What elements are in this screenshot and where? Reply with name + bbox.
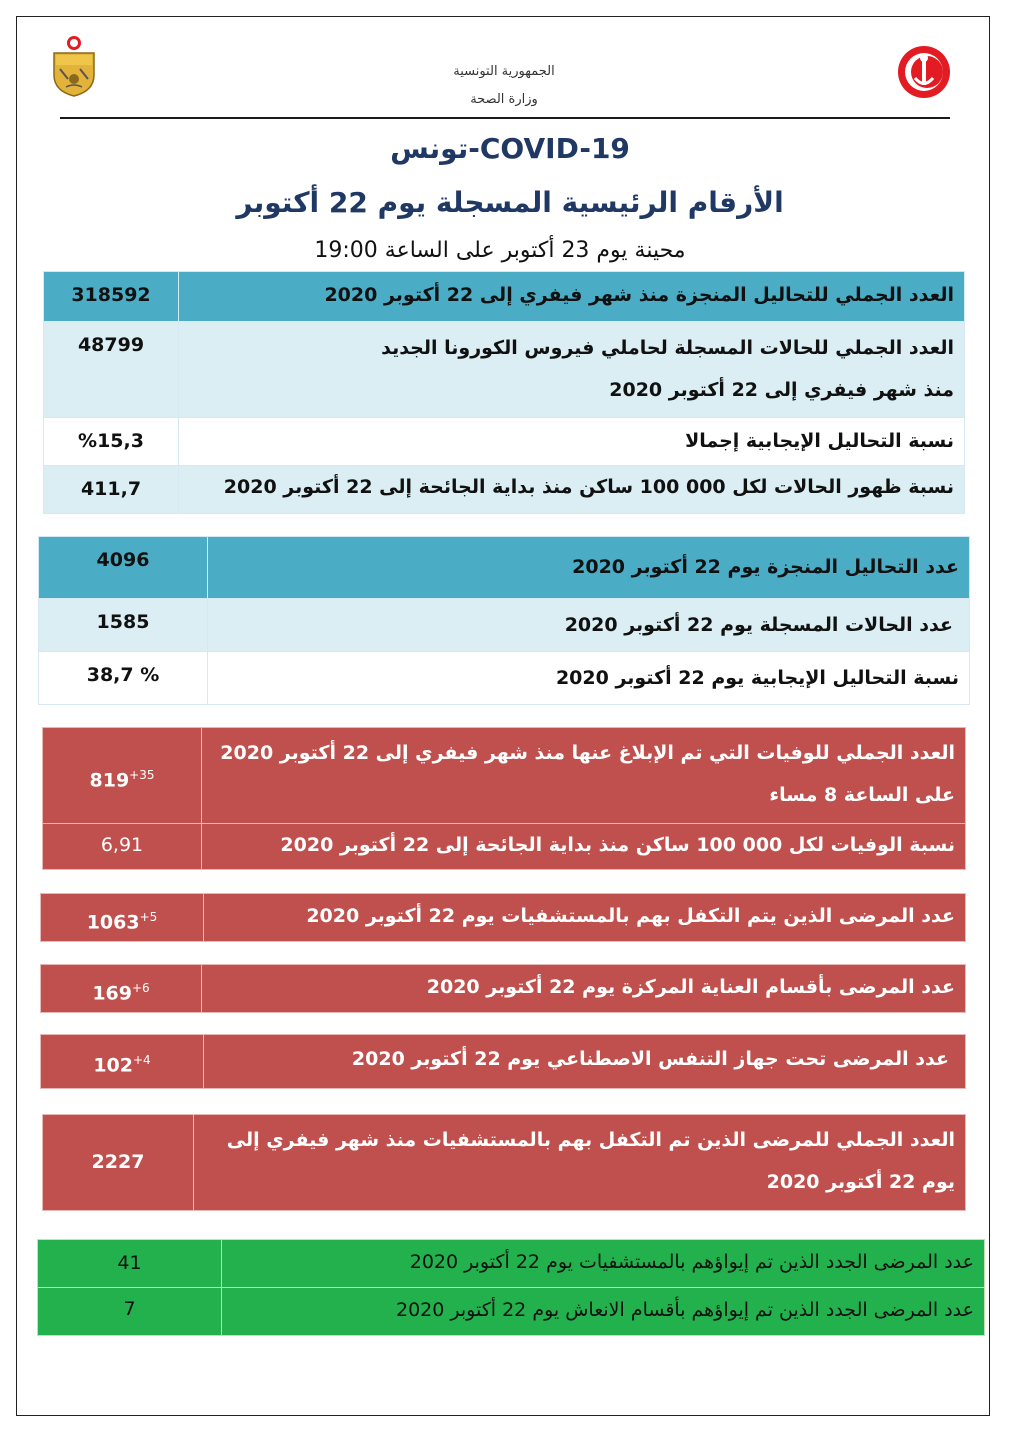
admissions-table	[37, 1239, 985, 1336]
stat-label: العدد الجملي للحالات المسجلة لحاملي فيروس الكورونا الجديد منذ شهر فيفري إلى 22 أكتوبر 2020	[179, 322, 965, 418]
stat-value: 411,7	[44, 466, 179, 514]
stat-value: 2227	[43, 1115, 194, 1211]
table-row	[44, 322, 965, 418]
stat-label: عدد المرضى الجدد الذين تم إيواؤهم بأقسام الانعاش يوم 22 أكتوبر 2020	[222, 1288, 985, 1336]
stat-value: % 38,7	[39, 652, 208, 705]
table-row	[41, 965, 966, 1013]
table-row	[43, 1115, 966, 1211]
ministry-label: وزارة الصحة	[470, 92, 538, 107]
republic-label: الجمهورية التونسية	[453, 64, 555, 79]
stat-label: عدد المرضى الجدد الذين تم إيواؤهم بالمستشفيات يوم 22 أكتوبر 2020	[222, 1240, 985, 1288]
stat-value: 102	[93, 1054, 133, 1077]
stat-delta: +35	[129, 768, 155, 782]
icu-table	[40, 964, 966, 1013]
stat-label: نسبة التحاليل الإيجابية إجمالا	[179, 418, 965, 466]
stat-label: نسبة ظهور الحالات لكل 000 100 ساكن منذ بداية الجائحة إلى 22 أكتوبر 2020	[179, 466, 965, 514]
stat-delta: +5	[139, 910, 158, 924]
stat-label: نسبة التحاليل الإيجابية يوم 22 أكتوبر 2020	[208, 652, 970, 705]
stat-label: عدد المرضى تحت جهاز التنفس الاصطناعي يوم 22 أكتوبر 2020	[204, 1035, 966, 1089]
table-row	[41, 1035, 966, 1089]
stat-value: 1585	[39, 599, 208, 652]
stat-value: 1063	[86, 911, 140, 934]
table-row	[43, 728, 966, 824]
stat-value: 48799	[44, 322, 179, 418]
table-row	[41, 894, 966, 942]
stat-delta: +4	[132, 1053, 151, 1067]
stat-value: 7	[38, 1288, 222, 1336]
table-row	[44, 466, 965, 514]
stat-label: عدد المرضى بأقسام العناية المركزة يوم 22 أكتوبر 2020	[202, 965, 966, 1013]
stat-value-cell	[41, 894, 204, 942]
page-subtitle: الأرقام الرئيسية المسجلة يوم 22 أكتوبر	[236, 186, 784, 219]
update-note: محينة يوم 23 أكتوبر على الساعة 19:00	[314, 238, 686, 263]
red-crescent-logo-icon	[897, 45, 951, 99]
tunisia-emblem-icon	[50, 35, 98, 97]
stat-delta: +6	[131, 981, 150, 995]
ventilator-table	[40, 1034, 966, 1089]
table-row	[39, 537, 970, 599]
table-row	[44, 272, 965, 322]
table-row	[39, 599, 970, 652]
stat-value: 41	[38, 1240, 222, 1288]
stat-value: 318592	[44, 272, 179, 322]
stat-value-cell	[43, 728, 202, 824]
stat-label: العدد الجملي للتحاليل المنجزة منذ شهر فيفري إلى 22 أكتوبر 2020	[179, 272, 965, 322]
stat-value: 169	[92, 982, 132, 1005]
cumulative-stats-table	[43, 271, 965, 514]
page-title: COVID-19-تونس	[390, 132, 630, 165]
table-row	[38, 1240, 985, 1288]
stat-label: العدد الجملي للوفيات التي تم الإبلاغ عنها منذ شهر فيفري إلى 22 أكتوبر 2020 على الساعة 8 مساء	[202, 728, 966, 824]
header-divider	[60, 117, 950, 119]
table-row	[39, 652, 970, 705]
stat-label: عدد التحاليل المنجزة يوم 22 أكتوبر 2020	[208, 537, 970, 599]
stat-value: 819	[89, 769, 130, 792]
stat-value-cell	[41, 1035, 204, 1089]
deaths-table	[42, 727, 966, 870]
table-row	[38, 1288, 985, 1336]
stat-value: 6,91	[43, 824, 202, 870]
stat-value: %15,3	[44, 418, 179, 466]
table-row	[43, 824, 966, 870]
hospital-table	[40, 893, 966, 942]
stat-label: نسبة الوفيات لكل 000 100 ساكن منذ بداية الجائحة إلى 22 أكتوبر 2020	[202, 824, 966, 870]
hospital-total-table	[42, 1114, 966, 1211]
stat-label: عدد الحالات المسجلة يوم 22 أكتوبر 2020	[208, 599, 970, 652]
daily-stats-table	[38, 536, 970, 705]
stat-label: العدد الجملي للمرضى الذين تم التكفل بهم بالمستشفيات منذ شهر فيفري إلى يوم 22 أكتوبر 2020	[194, 1115, 966, 1211]
table-row	[44, 418, 965, 466]
stat-value: 4096	[39, 537, 208, 599]
stat-value-cell	[41, 965, 202, 1013]
stat-label: عدد المرضى الذين يتم التكفل بهم بالمستشفيات يوم 22 أكتوبر 2020	[204, 894, 966, 942]
